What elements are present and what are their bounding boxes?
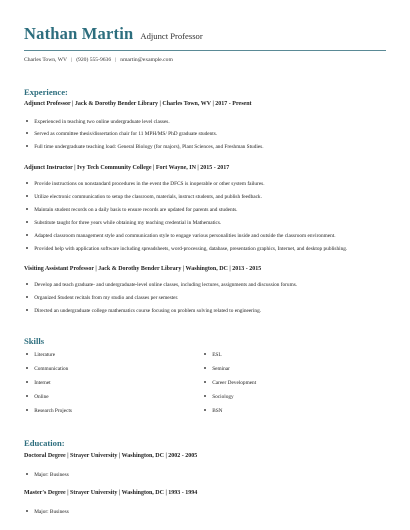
job-header: Adjunct Professor | Jack & Dorothy Bender Library | Charles Town, WV | 2017 - Present bbox=[24, 101, 252, 107]
bullet-icon bbox=[26, 247, 28, 249]
skill-item: BSN bbox=[204, 408, 223, 414]
name-row bbox=[24, 24, 386, 44]
bullet-icon bbox=[26, 395, 28, 397]
contact-location: Charles Town, WV bbox=[24, 57, 68, 63]
bullet-icon bbox=[26, 367, 28, 369]
bullet-icon bbox=[26, 296, 28, 298]
bullet-icon bbox=[204, 353, 206, 355]
education-header: Master's Degree | Strayer University | Washington, DC | 1993 - 1994 bbox=[24, 490, 198, 496]
bullet-icon bbox=[26, 221, 28, 223]
skill-item: Research Projects bbox=[26, 408, 72, 414]
skill-item: Literature bbox=[26, 352, 55, 358]
skill-item: Communication bbox=[26, 366, 68, 372]
skills-heading: Skills bbox=[24, 336, 45, 346]
bullet-icon bbox=[26, 145, 28, 147]
bullet-icon bbox=[26, 381, 28, 383]
bullet-icon bbox=[204, 395, 206, 397]
bullet-icon bbox=[26, 120, 28, 122]
candidate-title: Adjunct Professor bbox=[140, 31, 203, 41]
list-item: Experienced in teaching two online undergraduate level classes. bbox=[24, 119, 394, 125]
list-item: Provide instructions on nonstandard procedures in the event the DFCS is inoperable or other system failures. bbox=[24, 181, 394, 187]
skill-item: Internet bbox=[26, 380, 51, 386]
education-heading: Education: bbox=[24, 438, 65, 448]
list-item: Major: Business bbox=[24, 472, 394, 478]
job-header: Visiting Assistant Professor | Jack & Dorothy Bender Library | Washington, DC | 2013 - 2015 bbox=[24, 266, 262, 272]
skill-item: Career Development bbox=[204, 380, 256, 386]
experience-heading: Experience: bbox=[24, 87, 68, 97]
contact-separator: | bbox=[115, 57, 117, 63]
skill-item: Sociology bbox=[204, 394, 234, 400]
bullet-icon bbox=[26, 353, 28, 355]
skill-item: Seminar bbox=[204, 366, 230, 372]
bullet-icon bbox=[26, 409, 28, 411]
bullet-icon bbox=[26, 182, 28, 184]
bullet-icon bbox=[26, 208, 28, 210]
list-item: Substitute taught for three years while obtaining my teaching credential in Mathematics. bbox=[24, 220, 394, 226]
bullet-icon bbox=[26, 195, 28, 197]
education-header: Doctoral Degree | Strayer University | Washington, DC | 2002 - 2005 bbox=[24, 453, 198, 459]
list-item: Provided help with application software including spreadsheets, word-processing, database, presentation graphics, Internet, and desktop publishing. bbox=[24, 246, 394, 252]
bullet-icon bbox=[204, 367, 206, 369]
contact-line bbox=[24, 57, 386, 63]
contact-phone: (920) 555-9636 bbox=[76, 57, 112, 63]
bullet-icon bbox=[26, 234, 28, 236]
contact-separator: | bbox=[71, 57, 73, 63]
list-item: Major: Business bbox=[24, 509, 394, 515]
header-divider bbox=[24, 50, 386, 51]
bullet-icon bbox=[26, 132, 28, 134]
list-item: Served as committee thesis/dissertation chair for 11 MPH/MS/ PhD graduate students. bbox=[24, 131, 394, 137]
bullet-icon bbox=[204, 409, 206, 411]
list-item: Directed an undergraduate college mathematics course focusing on problem solving related to engineering. bbox=[24, 308, 394, 314]
skill-item: Online bbox=[26, 394, 49, 400]
bullet-icon bbox=[204, 381, 206, 383]
job-header: Adjunct Instructor | Ivy Tech Community College | Fort Wayne, IN | 2015 - 2017 bbox=[24, 165, 230, 171]
list-item: Organized Student recitals from my studio and classes per semester. bbox=[24, 295, 394, 301]
bullet-icon bbox=[26, 473, 28, 475]
candidate-name: Nathan Martin bbox=[24, 24, 134, 43]
resume-header bbox=[24, 24, 386, 63]
list-item: Develop and teach graduate- and undergraduate-level online classes, including lectures, assignments and discussion forums. bbox=[24, 282, 394, 288]
list-item: Utilize electronic communication to setup the classroom, materials, instruct students, and publish feedback. bbox=[24, 194, 394, 200]
bullet-icon bbox=[26, 510, 28, 512]
list-item: Adapted classroom management style and communication style to engage various personalities inside and outside the classroom environment. bbox=[24, 233, 394, 239]
skill-item: ESL bbox=[204, 352, 222, 358]
list-item: Full time undergraduate teaching load: General Biology (for majors), Plant Sciences, and Freshman Studies. bbox=[24, 144, 394, 150]
bullet-icon bbox=[26, 309, 28, 311]
list-item: Maintain student records on a daily basis to ensure records are updated for parents and students. bbox=[24, 207, 394, 213]
contact-email[interactable]: nmartin@example.com bbox=[120, 57, 173, 63]
bullet-icon bbox=[26, 283, 28, 285]
